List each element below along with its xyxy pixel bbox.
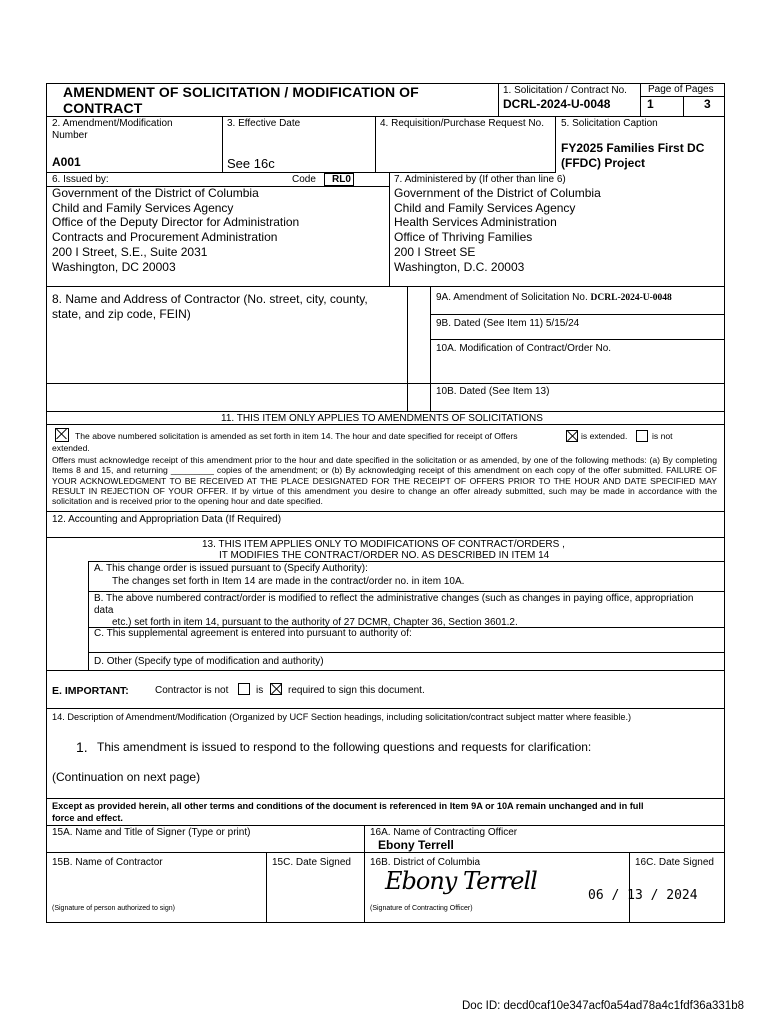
item13-b-line2: data: [94, 605, 114, 616]
row-line: [46, 537, 725, 538]
row-line: [46, 511, 725, 512]
issued-by-label: 6. Issued by:: [52, 174, 109, 185]
form-title-line2: CONTRACT: [63, 100, 143, 116]
page-number: 1: [647, 97, 654, 111]
officer-signature: Ebony Terrell: [385, 867, 537, 895]
issued-by-line: Contracts and Procurement Administration: [52, 230, 278, 245]
row-line: [46, 172, 556, 173]
extended-word: extended.: [52, 443, 90, 453]
extended-checkbox[interactable]: [566, 430, 578, 442]
page-of-pages-label: Page of Pages: [648, 84, 714, 95]
header-divider: [498, 83, 499, 117]
header-divider-2: [640, 83, 641, 117]
accounting-data-label[interactable]: 12. Accounting and Appropriation Data (If Required): [52, 514, 282, 525]
form-border-left: [46, 83, 47, 923]
administered-by-address: [394, 186, 601, 274]
issued-by-line: Child and Family Services Agency: [52, 200, 234, 215]
contractor-divider-1: [407, 286, 408, 412]
contractor-divider-2: [430, 286, 431, 412]
item14-text: This amendment is issued to respond to the following questions and requests for clarification:: [97, 740, 592, 754]
issued-by-line: Office of the Deputy Director for Administration: [52, 215, 300, 230]
row2-divider-1: [222, 116, 223, 173]
row-line: [46, 286, 725, 287]
extended-label: is extended.: [581, 431, 628, 441]
amendment-9a-label: [436, 292, 672, 304]
administered-by-line: Government of the District of Columbia: [394, 186, 601, 200]
dated-9b[interactable]: 9B. Dated (See Item 11) 5/15/24: [436, 318, 580, 329]
solicitation-no-value[interactable]: DCRL-2024-U-0048: [503, 97, 611, 111]
contractor-label-2: state, and zip code, FEIN): [52, 307, 191, 321]
officer-sig-caption: (Signature of Contracting Officer): [370, 905, 473, 912]
required-to-sign-label: required to sign this document.: [288, 685, 425, 696]
administered-by-line: Health Services Administration: [394, 215, 557, 230]
officer-date-signed: 06 / 13 / 2024: [588, 888, 698, 903]
modification-10a[interactable]: 10A. Modification of Contract/Order No.: [436, 343, 612, 354]
officer-date-label: 16C. Date Signed: [635, 857, 714, 868]
issued-by-line: Government of the District of Columbia: [52, 186, 259, 200]
item11-heading: 11. THIS ITEM ONLY APPLIES TO AMENDMENTS OF SOLICITATIONS: [221, 413, 543, 424]
not-required-checkbox[interactable]: [238, 683, 250, 695]
amendment-no-label-2: Number: [52, 130, 88, 141]
except-text-2: force and effect.: [52, 813, 123, 823]
sig-divider-2: [266, 852, 267, 923]
row-line: [46, 825, 725, 826]
item13-b-line1[interactable]: B. The above numbered contract/order is modified to reflect the administrative changes (such as changes in paying office, appropriation: [94, 593, 694, 604]
solicitation-no-label: 1. Solicitation / Contract No.: [503, 85, 627, 96]
administered-by-label: 7. Administered by (If other than line 6): [394, 174, 566, 185]
row-line: [46, 383, 725, 384]
not-label: is not: [652, 431, 673, 441]
row-line: [88, 652, 725, 653]
amendment-no-value[interactable]: A001: [52, 155, 81, 169]
dated-10b[interactable]: 10B. Dated (See Item 13): [436, 386, 550, 397]
row2-divider-2: [375, 116, 376, 173]
sig-divider-1: [364, 825, 365, 923]
item13-heading-2: IT MODIFIES THE CONTRACT/ORDER NO. AS DESCRIBED IN ITEM 14: [219, 550, 550, 561]
administered-by-line: 200 I Street SE: [394, 244, 476, 259]
row-line: [46, 798, 725, 799]
administered-by-line: Office of Thriving Families: [394, 230, 533, 245]
item11-line1: The above numbered solicitation is amended as set forth in item 14. The hour and date specified for receipt of Offers: [75, 431, 518, 441]
administered-by-line: Washington, D.C. 20003: [394, 259, 525, 274]
contractor-label: 8. Name and Address of Contractor (No. street, city, county,: [52, 292, 368, 306]
header-divider-3: [683, 97, 684, 117]
page-count: 3: [704, 97, 711, 111]
item13-a-line1[interactable]: A. This change order is issued pursuant to (Specify Authority):: [94, 563, 368, 574]
item13-c[interactable]: C. This supplemental agreement is entered into pursuant to authority of:: [94, 628, 412, 639]
doc-id: Doc ID: decd0caf10e347acf0a54ad78a4c1fdf36a331b8: [462, 1000, 744, 1012]
code-label: Code: [292, 174, 316, 185]
contractor-name-label[interactable]: 15B. Name of Contractor: [52, 857, 163, 868]
item13-b-line3: etc.) set forth in item 14, pursuant to the authority of 27 DCMR, Chapter 36, Section 3601.2.: [112, 617, 518, 628]
issued-by-line: 200 I Street, S.E., Suite 2031: [52, 244, 208, 259]
requisition-label: 4. Requisition/Purchase Request No.: [380, 118, 544, 129]
form-border-bottom: [46, 922, 725, 923]
district-label: 16B. District of Columbia: [370, 857, 481, 868]
amendment-9a-value[interactable]: DCRL-2024-U-0048: [590, 293, 672, 303]
issued-divider: [389, 172, 390, 286]
caption-label: 5. Solicitation Caption: [561, 118, 658, 129]
row-line: [46, 708, 725, 709]
effective-date-label: 3. Effective Date: [227, 118, 301, 129]
form-border-right: [724, 83, 725, 923]
caption-line1[interactable]: FY2025 Families First DC: [561, 141, 705, 155]
item14-label: 14. Description of Amendment/Modification (Organized by UCF Section headings, including solicitation/contract subject matter where feasible.): [52, 712, 632, 722]
effective-date-value[interactable]: See 16c: [227, 156, 275, 171]
contractor-sig-caption: (Signature of person authorized to sign): [52, 905, 175, 912]
amendment-no-label: 2. Amendment/Modification: [52, 118, 173, 129]
row-line: [430, 339, 725, 340]
item14-number: 1.: [76, 739, 88, 755]
continuation-note: (Continuation on next page): [52, 770, 201, 784]
item11-body: Offers must acknowledge receipt of this amendment prior to the hour and date specified in the solicitation or as amended, by one of the following methods: (a) By completing Items 8 and 15, and returning _________ copies of the amendment; or (b) By acknowledging receipt of this amendment on each copy of the offer submitted. FAILURE OF YOUR ACKNOWLEDGMENT TO BE RECEIVED AT THE PLACE DESIGNATED FOR THE RECEIPT OF OFFERS PRIOR TO THE HOUR AND DATE SPECIFIED MAY RESULT IN REJECTION OF YOUR OFFER. If by virtue of this amendment you desire to change an offer already submitted, such may be made in accordance with the solicitation and is received prior to the opening hour and date specified.: [52, 455, 717, 507]
solicitation-amended-checkbox[interactable]: [55, 428, 69, 442]
contractor-is-not-label: Contractor is not: [155, 685, 229, 696]
important-label: E. IMPORTANT:: [52, 685, 129, 697]
except-text-1: Except as provided herein, all other terms and conditions of the document is referenced in Item 9A or 10A remain unchanged and in full: [52, 801, 644, 811]
is-label: is: [256, 685, 264, 696]
item13-heading-1: 13. THIS ITEM APPLIES ONLY TO MODIFICATIONS OF CONTRACT/ORDERS ,: [202, 539, 565, 550]
code-value[interactable]: RL0: [332, 174, 351, 185]
issued-by-address: [52, 186, 299, 274]
administered-by-line: Child and Family Services Agency: [394, 200, 576, 215]
row-line: [46, 411, 725, 412]
item13-a-line2: The changes set forth in Item 14 are made in the contract/order no. in item 10A.: [112, 576, 465, 587]
row-line: [46, 116, 725, 117]
row-line: [88, 591, 725, 592]
row2-divider-3: [555, 116, 556, 173]
signer-name-label[interactable]: 15A. Name and Title of Signer (Type or print): [52, 827, 251, 838]
row-line: [430, 314, 725, 315]
caption-line2: (FFDC) Project: [561, 156, 645, 170]
required-checkbox[interactable]: [270, 683, 282, 695]
contractor-date-label[interactable]: 15C. Date Signed: [272, 857, 351, 868]
item13-d[interactable]: D. Other (Specify type of modification and authority): [94, 656, 324, 667]
item13-left-col: [88, 561, 89, 671]
issued-by-line: Washington, DC 20003: [52, 259, 176, 274]
form-title-line1: AMENDMENT OF SOLICITATION / MODIFICATION OF: [63, 84, 419, 100]
officer-name: Ebony Terrell: [378, 838, 454, 852]
amendment-9a-text: 9A. Amendment of Solicitation No.: [436, 292, 588, 303]
officer-name-label: 16A. Name of Contracting Officer: [370, 827, 518, 838]
not-extended-checkbox[interactable]: [636, 430, 648, 442]
row-line: [46, 670, 725, 671]
